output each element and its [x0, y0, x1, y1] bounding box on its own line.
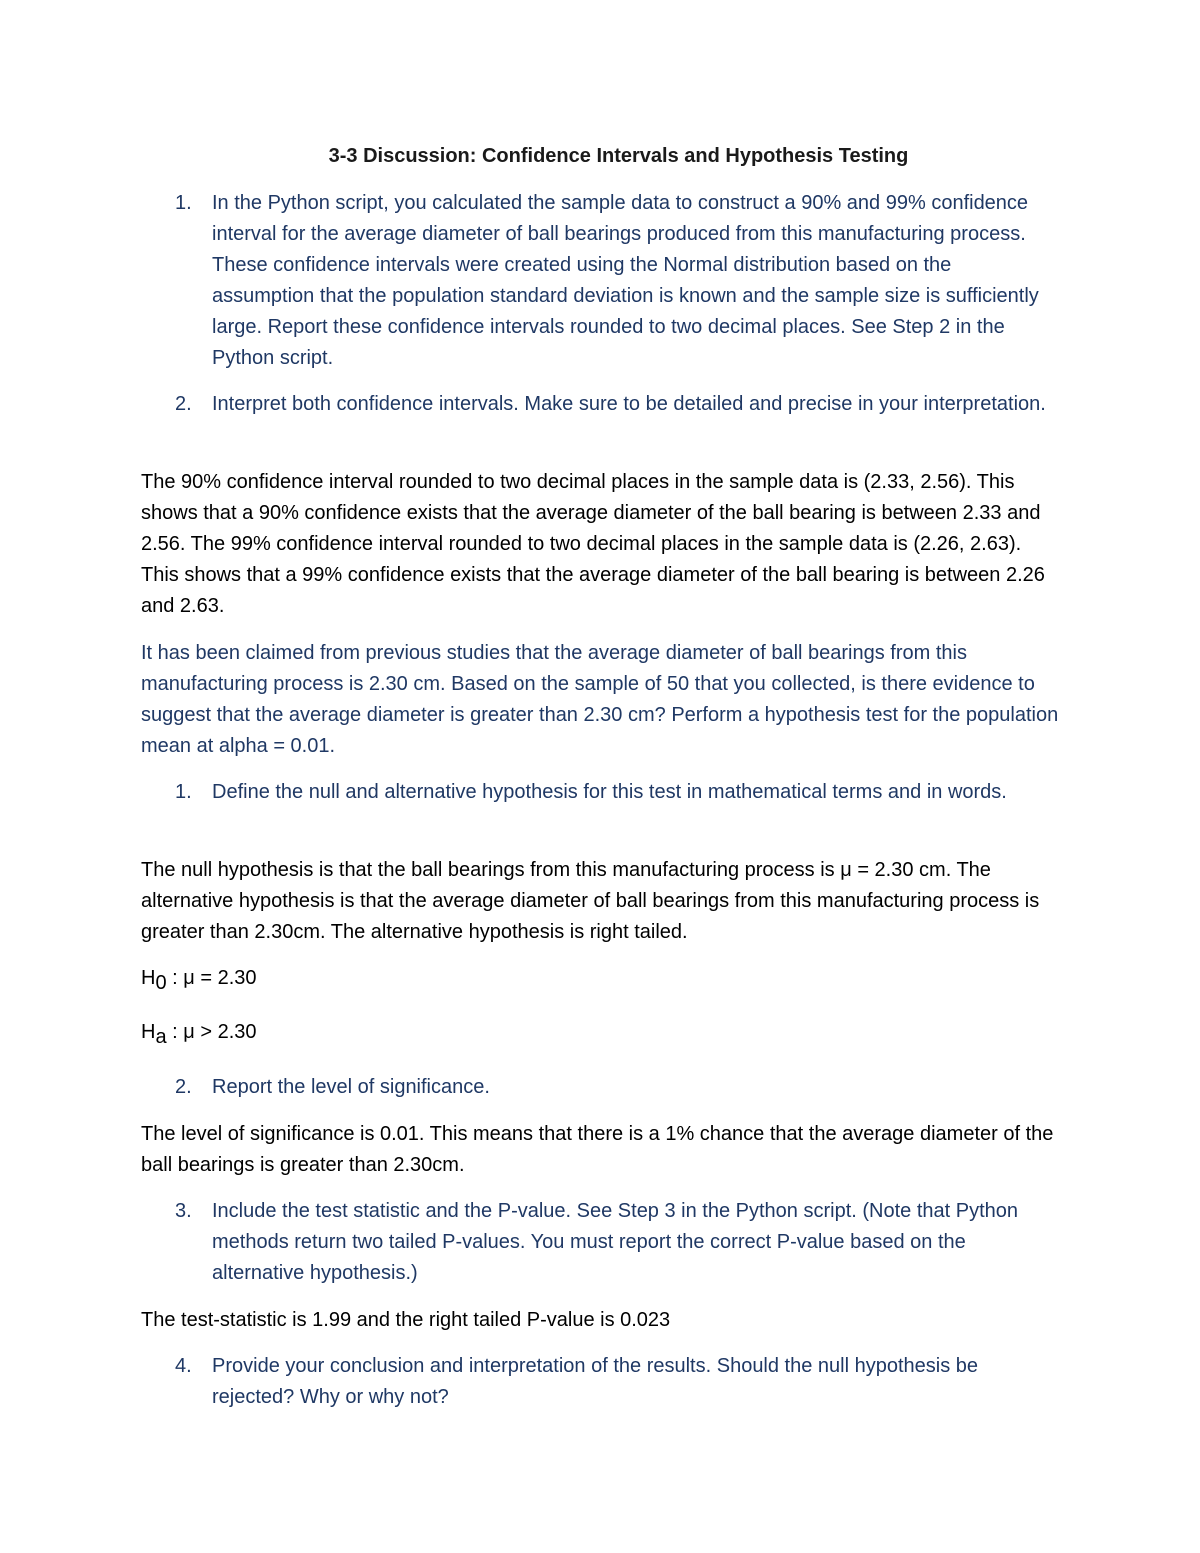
alternative-hypothesis-symbol: H [141, 1021, 156, 1043]
hypothesis-question-4 [175, 1351, 1055, 1413]
alternative-hypothesis [141, 1017, 257, 1048]
null-hypothesis-expression: : μ = 2.30 [166, 967, 257, 989]
hypothesis-question-4-text: Provide your conclusion and interpretation of the results. Should the null hypothesis be rejected? Why or why not? [212, 1355, 979, 1408]
answer-test-statistic: The test-statistic is 1.99 and the right tailed P-value is 0.023 [141, 1309, 671, 1331]
question-1 [175, 188, 1055, 374]
hypothesis-question-3 [175, 1196, 1055, 1289]
hypothesis-question-2-text: Report the level of significance. [212, 1076, 490, 1098]
answer-significance: The level of significance is 0.01. This means that there is a 1% chance that the average diameter of the ball bearings is greater than 2.30cm. [141, 1123, 1054, 1176]
null-hypothesis-subscript: 0 [155, 972, 167, 994]
hypothesis-question-1-text: Define the null and alternative hypothesis for this test in mathematical terms and in words. [212, 781, 1007, 803]
hypothesis-question-1-number: 1. [175, 781, 192, 803]
hypothesis-question-1 [175, 777, 1055, 808]
hypothesis-question-2-number: 2. [175, 1076, 192, 1098]
document-title: 3-3 Discussion: Confidence Intervals and Hypothesis Testing [328, 145, 909, 167]
answer-confidence-intervals: The 90% confidence interval rounded to two decimal places in the sample data is (2.33, 2.56). This shows that a 90% confidence exists that the average diameter of the ball bearing is between 2.33 and 2.56. The 99% confidence interval rounded to two decimal places in the sample data is (2.26, 2.63). This shows that a 99% confidence exists that the average diameter of the ball bearing is between 2.26 and 2.63. [141, 471, 1045, 617]
alternative-hypothesis-expression: : μ > 2.30 [166, 1021, 257, 1043]
null-hypothesis [141, 963, 257, 994]
null-hypothesis-symbol: H [141, 967, 156, 989]
question-2-number: 2. [175, 393, 192, 415]
hypothesis-question-4-number: 4. [175, 1355, 192, 1377]
answer-hypotheses: The null hypothesis is that the ball bearings from this manufacturing process is μ = 2.30 cm. The alternative hypothesis is that the average diameter of ball bearings from this manufacturing process is greater than 2.30cm. The alternative hypothesis is right tailed. [141, 859, 1040, 943]
question-1-number: 1. [175, 192, 192, 214]
hypothesis-question-3-number: 3. [175, 1200, 192, 1222]
alternative-hypothesis-subscript: a [155, 1026, 167, 1048]
hypothesis-question-3-text: Include the test statistic and the P-value. See Step 3 in the Python script. (Note that Python methods return two tailed P-values. You must report the correct P-value based on the alternative hypothesis.) [212, 1200, 1019, 1284]
hypothesis-claim: It has been claimed from previous studies that the average diameter of ball bearings from this manufacturing process is 2.30 cm. Based on the sample of 50 that you collected, is there evidence to suggest that the average diameter is greater than 2.30 cm? Perform a hypothesis test for the population mean at alpha = 0.01. [141, 642, 1059, 757]
hypothesis-question-2 [175, 1072, 1055, 1103]
question-1-text: In the Python script, you calculated the sample data to construct a 90% and 99% confidence interval for the average diameter of ball bearings produced from this manufacturing process. These confidence intervals were created using the Normal distribution based on the assumption that the population standard deviation is known and the sample size is sufficiently large. Report these confidence intervals rounded to two decimal places. See Step 2 in the Python script. [212, 192, 1039, 369]
question-2-text: Interpret both confidence intervals. Make sure to be detailed and precise in your interpretation. [212, 393, 1046, 415]
question-2 [175, 389, 1055, 420]
